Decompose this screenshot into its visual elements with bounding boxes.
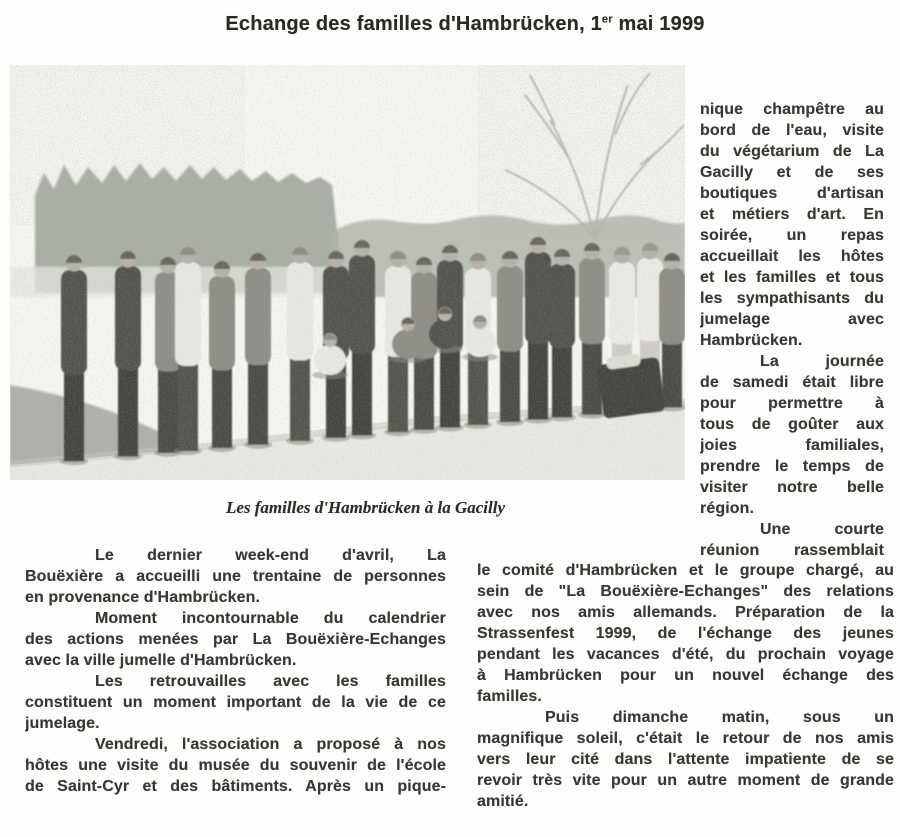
text-line: hôtes une visite du musée du souvenir de l'école	[25, 757, 446, 774]
text-line: avec la ville jumelle d'Hambrücken.	[25, 652, 297, 669]
text-line: magnifique soleil, c'était le retour de nos amis	[477, 730, 894, 747]
page-title	[15, 13, 900, 36]
article-column-right-wide	[477, 560, 894, 812]
text-line: réunion rassemblait	[700, 542, 884, 559]
text-line: joies familiales,	[700, 437, 884, 454]
text-line: Strassenfest 1999, de l'échange des jeunes	[477, 625, 894, 642]
text-line: revoir très vite pour un autre moment de grande	[477, 772, 894, 789]
text-line: Les retrouvailles avec les familles	[95, 673, 446, 690]
text-line: région.	[700, 500, 755, 517]
text-line: sein de "La Bouëxière-Echanges" des relations	[477, 583, 894, 600]
text-line: amitié.	[477, 793, 529, 810]
text-line: Puis dimanche matin, sous un	[545, 709, 894, 726]
group-photo-image	[10, 65, 685, 480]
page-title-suffix: mai 1999	[612, 13, 705, 35]
text-line: prendre le temps de	[700, 458, 884, 475]
group-photo-svg	[10, 65, 685, 480]
text-line: et métiers d'art. En	[700, 206, 884, 223]
article-column-left	[25, 545, 446, 797]
text-line: Une courte	[760, 521, 884, 538]
text-line: les sympathisants du	[700, 290, 884, 307]
text-line: le comité d'Hambrücken et le groupe chargé, au	[477, 562, 894, 579]
text-line: avec nos amis allemands. Préparation de la	[477, 604, 894, 621]
page-title-prefix: Echange des familles d'Hambrücken, 1	[225, 13, 602, 35]
text-line: soirée, un repas	[700, 227, 884, 244]
photo-caption: Les familles d'Hambrücken à la Gacilly	[225, 498, 506, 517]
page-title-superscript: er	[601, 13, 613, 26]
text-line: Bouëxière a accueilli une trentaine de personnes	[25, 568, 446, 585]
text-line: bord de l'eau, visite	[700, 122, 884, 139]
text-line: Gacilly et de ses	[700, 164, 884, 181]
text-line: de Saint-Cyr et des bâtiments. Après un pique-	[25, 778, 446, 795]
text-line: du végétarium de La	[700, 143, 884, 160]
text-line: Moment incontournable du calendrier	[95, 610, 446, 627]
text-line: pour permettre à	[700, 395, 884, 412]
text-line: pendant les vacances d'été, du prochain voyage	[477, 646, 894, 663]
text-line: La journée	[760, 353, 884, 370]
text-line: jumelage.	[25, 715, 100, 732]
text-line: vers leur cité dans l'attente impatiente de se	[477, 751, 894, 768]
scan-grain-topleft	[10, 65, 245, 225]
text-line: tous de goûter aux	[700, 416, 884, 433]
text-line: de samedi était libre	[700, 374, 884, 391]
text-line: Le dernier week-end d'avril, La	[95, 547, 446, 564]
text-line: Vendredi, l'association a proposé à nos	[95, 736, 446, 753]
text-line: Hambrücken.	[700, 332, 803, 349]
text-line: jumelage avec	[700, 311, 884, 328]
text-line: des actions menées par La Bouëxière-Echanges	[25, 631, 446, 648]
text-line: boutiques d'artisan	[700, 185, 884, 202]
text-line: constituent un moment important de la vie de ce	[25, 694, 446, 711]
text-line: visiter notre belle	[700, 479, 884, 496]
text-line: accueillait les hôtes	[700, 248, 884, 265]
text-line: nique champêtre au	[700, 101, 884, 118]
article-column-right-narrow	[700, 99, 884, 561]
text-line: familles.	[477, 688, 542, 705]
text-line: en provenance d'Hambrücken.	[25, 589, 261, 606]
text-line: et les familles et tous	[700, 269, 884, 286]
text-line: à Hambrücken pour un nouvel échange des	[477, 667, 894, 684]
